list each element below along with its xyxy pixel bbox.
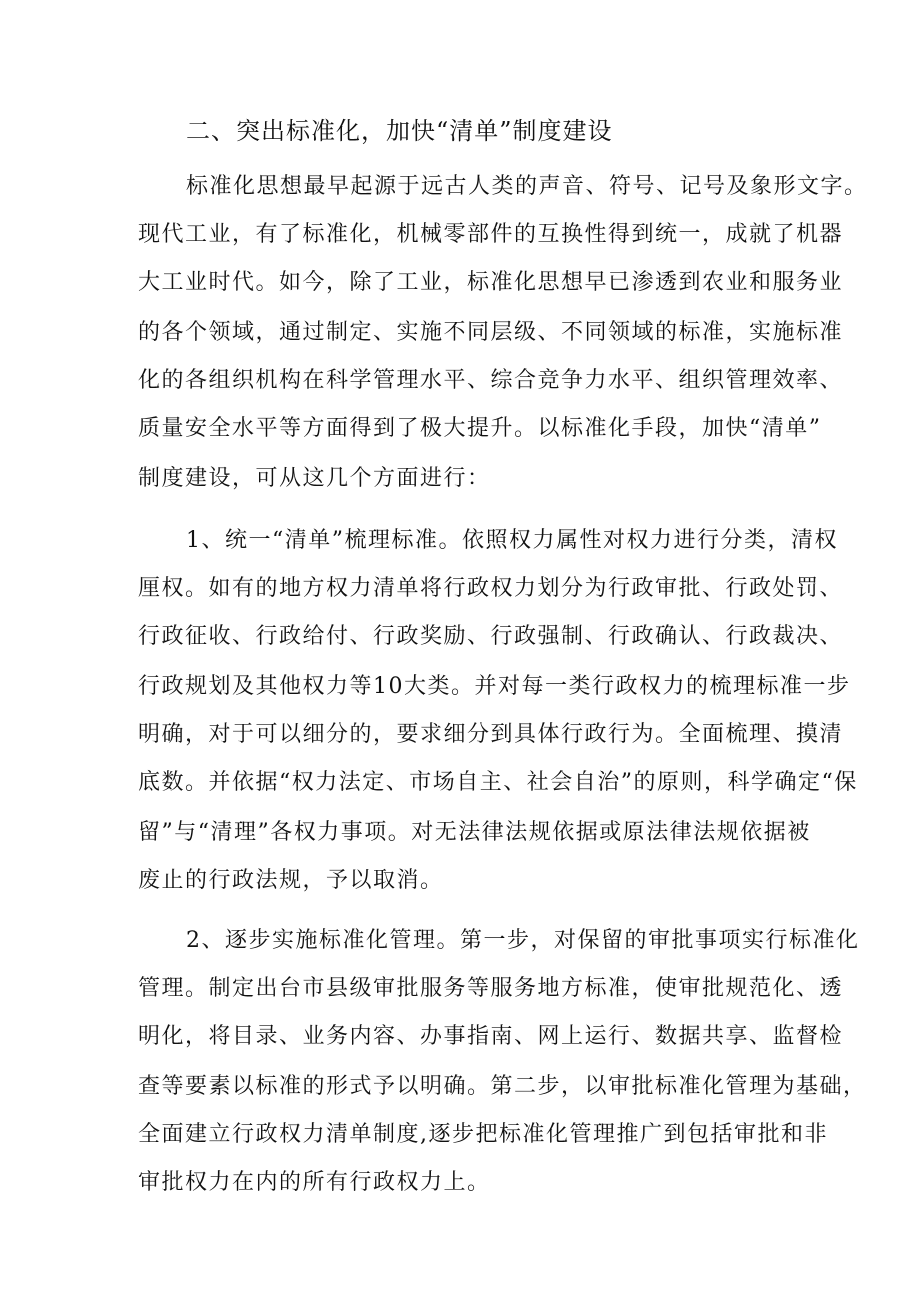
paragraph-line: 标准化思想最早起源于远古人类的声音、符号、记号及象形文字。 bbox=[186, 174, 868, 199]
paragraph-line: 审批权力在内的所有行政权力上。 bbox=[138, 1170, 491, 1195]
paragraph-line: 厘权。如有的地方权力清单将行政权力划分为行政审批、行政处罚、 bbox=[138, 576, 844, 601]
section-heading: 二、突出标准化，加快“清单”制度建设 bbox=[186, 117, 613, 145]
paragraph-line: 制度建设，可从这几个方面进行： bbox=[138, 466, 491, 491]
paragraph-line: 大工业时代。如今，除了工业，标准化思想早已渗透到农业和服务业 bbox=[138, 270, 844, 295]
paragraph-line: 1、统一“清单”梳理标准。依照权力属性对权力进行分类，清权 bbox=[186, 528, 838, 553]
paragraph-line: 2、逐步实施标准化管理。第一步，对保留的审批事项实行标准化 bbox=[186, 928, 860, 953]
paragraph-line: 明确，对于可以细分的，要求细分到具体行政行为。全面梳理、摸清 bbox=[138, 722, 844, 747]
paragraph-line: 行政征收、行政给付、行政奖励、行政强制、行政确认、行政裁决、 bbox=[138, 624, 844, 649]
paragraph-line: 废止的行政法规，予以取消。 bbox=[138, 868, 444, 893]
paragraph-line: 全面建立行政权力清单制度,逐步把标准化管理推广到包括审批和非 bbox=[138, 1122, 828, 1147]
paragraph-line: 的各个领域，通过制定、实施不同层级、不同领域的标准，实施标准 bbox=[138, 320, 844, 345]
paragraph-line: 查等要素以标准的形式予以明确。第二步，以审批标准化管理为基础， bbox=[138, 1074, 867, 1099]
paragraph-line: 质量安全水平等方面得到了极大提升。以标准化手段，加快“清单” bbox=[138, 416, 822, 441]
paragraph-line: 化的各组织机构在科学管理水平、综合竞争力水平、组织管理效率、 bbox=[138, 368, 844, 393]
paragraph-line: 底数。并依据“权力法定、市场自主、社会自治”的原则，科学确定“保 bbox=[138, 770, 858, 795]
paragraph-line: 明化，将目录、业务内容、办事指南、网上运行、数据共享、监督检 bbox=[138, 1024, 844, 1049]
paragraph-line: 现代工业，有了标准化，机械零部件的互换性得到统一，成就了机器 bbox=[138, 222, 844, 247]
paragraph-line: 管理。制定出台市县级审批服务等服务地方标准，使审批规范化、透 bbox=[138, 976, 844, 1001]
paragraph-line: 行政规划及其他权力等10大类。并对每一类行政权力的梳理标准一步 bbox=[138, 674, 851, 699]
paragraph-line: 留”与“清理”各权力事项。对无法律法规依据或原法律法规依据被 bbox=[138, 820, 811, 845]
